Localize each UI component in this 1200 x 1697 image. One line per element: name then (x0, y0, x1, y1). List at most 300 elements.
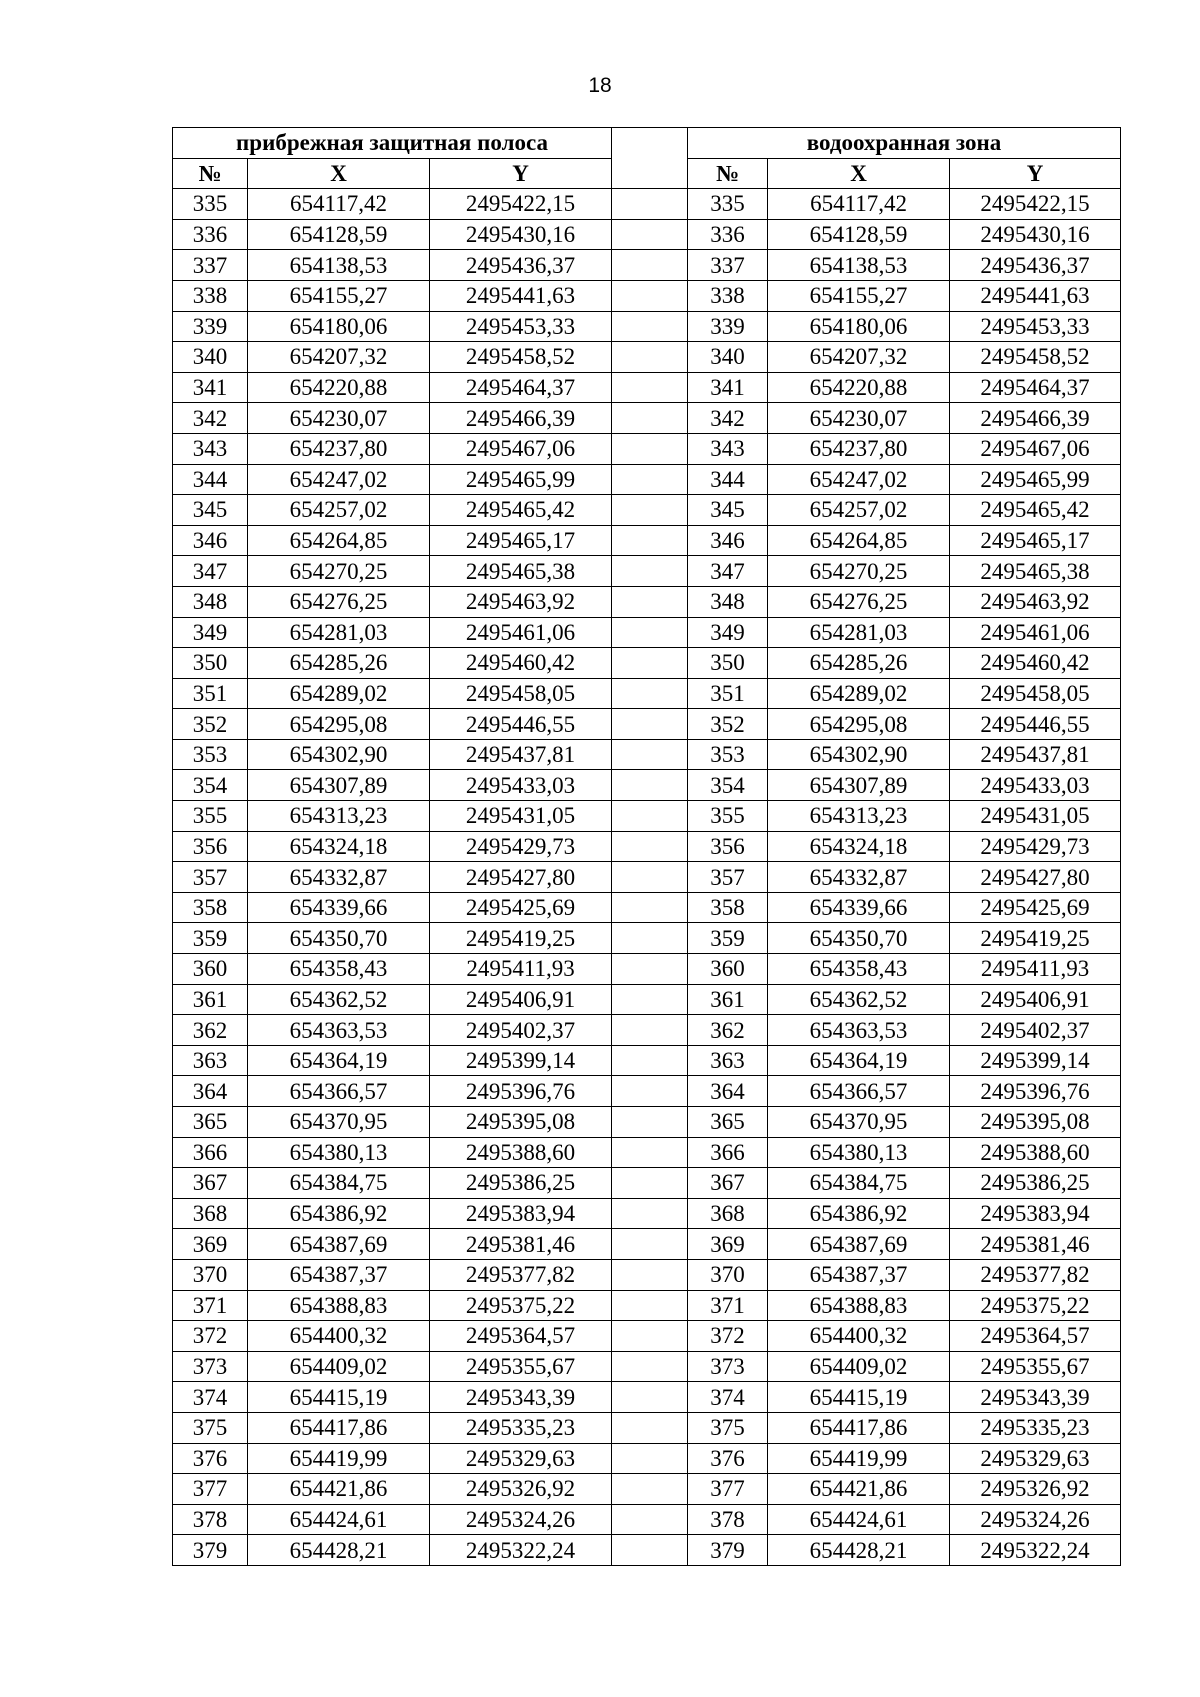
right-y-cell: 2495322,24 (950, 1535, 1121, 1566)
right-y-header: Y (950, 158, 1121, 189)
right-y-cell: 2495364,57 (950, 1321, 1121, 1352)
right-x-cell: 654339,66 (768, 892, 950, 923)
separator-cell (612, 403, 688, 434)
right-y-cell: 2495460,42 (950, 648, 1121, 679)
separator-cell (612, 372, 688, 403)
right-num-cell: 372 (688, 1321, 768, 1352)
left-y-cell: 2495429,73 (430, 831, 612, 862)
right-x-cell: 654270,25 (768, 556, 950, 587)
separator-cell (612, 1321, 688, 1352)
separator-cell (612, 739, 688, 770)
left-num-cell: 371 (173, 1290, 248, 1321)
left-y-cell: 2495355,67 (430, 1351, 612, 1382)
right-y-cell: 2495355,67 (950, 1351, 1121, 1382)
right-x-cell: 654207,32 (768, 342, 950, 373)
table-row (173, 1290, 1121, 1321)
coordinates-table (172, 127, 1121, 1566)
right-num-cell: 353 (688, 739, 768, 770)
left-x-cell: 654400,32 (248, 1321, 430, 1352)
left-x-header: X (248, 158, 430, 189)
table-row (173, 1535, 1121, 1566)
separator-cell (612, 556, 688, 587)
right-y-cell: 2495383,94 (950, 1198, 1121, 1229)
left-y-cell: 2495464,37 (430, 372, 612, 403)
table-row (173, 648, 1121, 679)
table-row (173, 495, 1121, 526)
left-num-cell: 367 (173, 1168, 248, 1199)
right-x-cell: 654400,32 (768, 1321, 950, 1352)
left-x-cell: 654138,53 (248, 250, 430, 281)
right-y-cell: 2495433,03 (950, 770, 1121, 801)
right-y-cell: 2495324,26 (950, 1504, 1121, 1535)
left-num-cell: 349 (173, 617, 248, 648)
left-x-cell: 654386,92 (248, 1198, 430, 1229)
right-y-cell: 2495429,73 (950, 831, 1121, 862)
left-x-cell: 654421,86 (248, 1474, 430, 1505)
right-x-cell: 654289,02 (768, 678, 950, 709)
table-row (173, 831, 1121, 862)
left-y-cell: 2495453,33 (430, 311, 612, 342)
table-row (173, 403, 1121, 434)
left-num-cell: 337 (173, 250, 248, 281)
separator-cell (612, 1107, 688, 1138)
separator-cell (612, 495, 688, 526)
right-num-cell: 337 (688, 250, 768, 281)
left-y-cell: 2495343,39 (430, 1382, 612, 1413)
right-x-cell: 654237,80 (768, 433, 950, 464)
right-num-cell: 344 (688, 464, 768, 495)
table-row (173, 219, 1121, 250)
left-x-cell: 654128,59 (248, 219, 430, 250)
left-num-cell: 353 (173, 739, 248, 770)
right-x-cell: 654128,59 (768, 219, 950, 250)
left-num-cell: 344 (173, 464, 248, 495)
right-y-cell: 2495402,37 (950, 1015, 1121, 1046)
left-x-cell: 654387,69 (248, 1229, 430, 1260)
left-x-cell: 654276,25 (248, 586, 430, 617)
right-x-cell: 654366,57 (768, 1076, 950, 1107)
left-x-cell: 654230,07 (248, 403, 430, 434)
table-row (173, 1321, 1121, 1352)
table-row (173, 342, 1121, 373)
left-num-cell: 355 (173, 801, 248, 832)
right-x-cell: 654350,70 (768, 923, 950, 954)
right-y-cell: 2495329,63 (950, 1443, 1121, 1474)
left-x-cell: 654295,08 (248, 709, 430, 740)
separator-cell (612, 801, 688, 832)
table-row (173, 1229, 1121, 1260)
right-x-cell: 654362,52 (768, 984, 950, 1015)
table-row (173, 556, 1121, 587)
right-y-cell: 2495388,60 (950, 1137, 1121, 1168)
right-num-cell: 341 (688, 372, 768, 403)
table-row (173, 433, 1121, 464)
left-y-cell: 2495431,05 (430, 801, 612, 832)
left-num-cell: 348 (173, 586, 248, 617)
right-y-cell: 2495396,76 (950, 1076, 1121, 1107)
left-num-cell: 360 (173, 954, 248, 985)
table-row (173, 1107, 1121, 1138)
left-num-cell: 373 (173, 1351, 248, 1382)
right-x-cell: 654421,86 (768, 1474, 950, 1505)
separator-cell (612, 342, 688, 373)
left-x-cell: 654363,53 (248, 1015, 430, 1046)
left-x-cell: 654380,13 (248, 1137, 430, 1168)
right-x-cell: 654387,69 (768, 1229, 950, 1260)
right-section-title: водоохранная зона (688, 128, 1121, 159)
right-num-cell: 374 (688, 1382, 768, 1413)
left-y-cell: 2495465,38 (430, 556, 612, 587)
separator-cell (612, 311, 688, 342)
right-y-cell: 2495464,37 (950, 372, 1121, 403)
left-y-cell: 2495436,37 (430, 250, 612, 281)
left-x-cell: 654387,37 (248, 1259, 430, 1290)
left-num-cell: 340 (173, 342, 248, 373)
left-y-cell: 2495458,52 (430, 342, 612, 373)
left-x-cell: 654417,86 (248, 1412, 430, 1443)
separator-cell (612, 831, 688, 862)
right-y-cell: 2495375,22 (950, 1290, 1121, 1321)
right-x-cell: 654302,90 (768, 739, 950, 770)
left-y-cell: 2495465,99 (430, 464, 612, 495)
left-section-title: прибрежная защитная полоса (173, 128, 612, 159)
right-y-cell: 2495395,08 (950, 1107, 1121, 1138)
separator-cell (612, 189, 688, 220)
separator-cell (612, 280, 688, 311)
left-y-cell: 2495406,91 (430, 984, 612, 1015)
right-x-cell: 654281,03 (768, 617, 950, 648)
table-row (173, 770, 1121, 801)
separator-cell (612, 648, 688, 679)
left-y-cell: 2495386,25 (430, 1168, 612, 1199)
left-y-cell: 2495383,94 (430, 1198, 612, 1229)
separator-cell (612, 1535, 688, 1566)
right-num-cell: 350 (688, 648, 768, 679)
left-y-cell: 2495326,92 (430, 1474, 612, 1505)
left-y-cell: 2495461,06 (430, 617, 612, 648)
right-y-cell: 2495437,81 (950, 739, 1121, 770)
left-x-cell: 654384,75 (248, 1168, 430, 1199)
right-num-cell: 364 (688, 1076, 768, 1107)
left-num-cell: 366 (173, 1137, 248, 1168)
left-x-cell: 654281,03 (248, 617, 430, 648)
left-x-cell: 654409,02 (248, 1351, 430, 1382)
left-y-header: Y (430, 158, 612, 189)
right-num-cell: 357 (688, 862, 768, 893)
left-y-cell: 2495375,22 (430, 1290, 612, 1321)
right-y-cell: 2495453,33 (950, 311, 1121, 342)
right-num-cell: 342 (688, 403, 768, 434)
left-num-cell: 347 (173, 556, 248, 587)
right-y-cell: 2495386,25 (950, 1168, 1121, 1199)
separator-cell (612, 862, 688, 893)
separator-cell (612, 1351, 688, 1382)
table-row (173, 862, 1121, 893)
left-x-cell: 654424,61 (248, 1504, 430, 1535)
left-y-cell: 2495425,69 (430, 892, 612, 923)
right-x-cell: 654247,02 (768, 464, 950, 495)
left-num-cell: 359 (173, 923, 248, 954)
left-num-cell: 362 (173, 1015, 248, 1046)
left-y-cell: 2495422,15 (430, 189, 612, 220)
right-x-cell: 654155,27 (768, 280, 950, 311)
table-row (173, 311, 1121, 342)
left-x-cell: 654428,21 (248, 1535, 430, 1566)
left-num-cell: 346 (173, 525, 248, 556)
right-num-cell: 348 (688, 586, 768, 617)
left-x-cell: 654270,25 (248, 556, 430, 587)
right-y-cell: 2495335,23 (950, 1412, 1121, 1443)
left-x-cell: 654364,19 (248, 1045, 430, 1076)
left-x-cell: 654358,43 (248, 954, 430, 985)
left-y-cell: 2495441,63 (430, 280, 612, 311)
left-y-cell: 2495411,93 (430, 954, 612, 985)
right-num-cell: 368 (688, 1198, 768, 1229)
left-x-cell: 654415,19 (248, 1382, 430, 1413)
right-y-cell: 2495467,06 (950, 433, 1121, 464)
right-num-cell: 352 (688, 709, 768, 740)
separator-cell (612, 1443, 688, 1474)
right-x-cell: 654384,75 (768, 1168, 950, 1199)
right-x-cell: 654358,43 (768, 954, 950, 985)
left-x-cell: 654370,95 (248, 1107, 430, 1138)
table-row (173, 586, 1121, 617)
left-num-cell: 378 (173, 1504, 248, 1535)
left-y-cell: 2495395,08 (430, 1107, 612, 1138)
right-num-cell: 354 (688, 770, 768, 801)
right-y-cell: 2495411,93 (950, 954, 1121, 985)
right-y-cell: 2495466,39 (950, 403, 1121, 434)
right-x-cell: 654370,95 (768, 1107, 950, 1138)
left-x-cell: 654362,52 (248, 984, 430, 1015)
left-num-cell: 365 (173, 1107, 248, 1138)
separator-cell (612, 923, 688, 954)
right-y-cell: 2495465,17 (950, 525, 1121, 556)
table-row (173, 739, 1121, 770)
left-num-cell: 361 (173, 984, 248, 1015)
left-num-cell: 377 (173, 1474, 248, 1505)
right-num-cell: 362 (688, 1015, 768, 1046)
left-x-cell: 654289,02 (248, 678, 430, 709)
left-num-cell: 338 (173, 280, 248, 311)
table-row (173, 280, 1121, 311)
left-num-cell: 343 (173, 433, 248, 464)
right-num-cell: 360 (688, 954, 768, 985)
left-num-cell: 358 (173, 892, 248, 923)
right-x-cell: 654363,53 (768, 1015, 950, 1046)
right-num-cell: 356 (688, 831, 768, 862)
left-y-cell: 2495381,46 (430, 1229, 612, 1260)
separator-cell (612, 433, 688, 464)
left-y-cell: 2495430,16 (430, 219, 612, 250)
right-x-cell: 654424,61 (768, 1504, 950, 1535)
table-row (173, 801, 1121, 832)
right-x-cell: 654388,83 (768, 1290, 950, 1321)
left-num-cell: 364 (173, 1076, 248, 1107)
left-x-cell: 654207,32 (248, 342, 430, 373)
table-row (173, 1474, 1121, 1505)
right-num-cell: 369 (688, 1229, 768, 1260)
right-num-header: № (688, 158, 768, 189)
right-num-cell: 347 (688, 556, 768, 587)
right-x-cell: 654415,19 (768, 1382, 950, 1413)
right-num-cell: 338 (688, 280, 768, 311)
right-y-cell: 2495427,80 (950, 862, 1121, 893)
separator-cell (612, 1229, 688, 1260)
right-y-cell: 2495431,05 (950, 801, 1121, 832)
left-num-cell: 350 (173, 648, 248, 679)
table-row (173, 617, 1121, 648)
separator-cell (612, 678, 688, 709)
right-x-cell: 654230,07 (768, 403, 950, 434)
table-row (173, 984, 1121, 1015)
left-x-cell: 654247,02 (248, 464, 430, 495)
left-num-cell: 352 (173, 709, 248, 740)
separator-cell (612, 128, 688, 189)
table-row (173, 1351, 1121, 1382)
right-x-cell: 654257,02 (768, 495, 950, 526)
right-y-cell: 2495425,69 (950, 892, 1121, 923)
left-y-cell: 2495463,92 (430, 586, 612, 617)
left-num-cell: 370 (173, 1259, 248, 1290)
right-num-cell: 339 (688, 311, 768, 342)
table-row (173, 923, 1121, 954)
right-x-cell: 654180,06 (768, 311, 950, 342)
left-x-cell: 654117,42 (248, 189, 430, 220)
right-y-cell: 2495406,91 (950, 984, 1121, 1015)
table-row (173, 1504, 1121, 1535)
left-num-cell: 368 (173, 1198, 248, 1229)
table-row (173, 250, 1121, 281)
right-num-cell: 365 (688, 1107, 768, 1138)
left-x-cell: 654366,57 (248, 1076, 430, 1107)
left-y-cell: 2495433,03 (430, 770, 612, 801)
right-num-cell: 371 (688, 1290, 768, 1321)
separator-cell (612, 525, 688, 556)
left-y-cell: 2495335,23 (430, 1412, 612, 1443)
left-y-cell: 2495388,60 (430, 1137, 612, 1168)
right-num-cell: 358 (688, 892, 768, 923)
left-y-cell: 2495377,82 (430, 1259, 612, 1290)
right-y-cell: 2495446,55 (950, 709, 1121, 740)
separator-cell (612, 586, 688, 617)
right-x-cell: 654138,53 (768, 250, 950, 281)
left-num-cell: 342 (173, 403, 248, 434)
right-x-cell: 654409,02 (768, 1351, 950, 1382)
section-header-row (173, 128, 1121, 159)
separator-cell (612, 1290, 688, 1321)
right-y-cell: 2495377,82 (950, 1259, 1121, 1290)
table-row (173, 1137, 1121, 1168)
right-x-cell: 654220,88 (768, 372, 950, 403)
table-row (173, 892, 1121, 923)
left-num-cell: 374 (173, 1382, 248, 1413)
right-num-cell: 351 (688, 678, 768, 709)
separator-cell (612, 954, 688, 985)
left-num-cell: 339 (173, 311, 248, 342)
right-y-cell: 2495465,38 (950, 556, 1121, 587)
left-num-cell: 351 (173, 678, 248, 709)
left-y-cell: 2495399,14 (430, 1045, 612, 1076)
left-num-cell: 341 (173, 372, 248, 403)
right-y-cell: 2495343,39 (950, 1382, 1121, 1413)
table-row (173, 1076, 1121, 1107)
table-row (173, 1443, 1121, 1474)
right-num-cell: 336 (688, 219, 768, 250)
table-row (173, 678, 1121, 709)
left-x-cell: 654388,83 (248, 1290, 430, 1321)
separator-cell (612, 219, 688, 250)
right-num-cell: 345 (688, 495, 768, 526)
left-x-cell: 654180,06 (248, 311, 430, 342)
right-x-cell: 654285,26 (768, 648, 950, 679)
right-num-cell: 349 (688, 617, 768, 648)
left-y-cell: 2495329,63 (430, 1443, 612, 1474)
left-num-cell: 356 (173, 831, 248, 862)
left-y-cell: 2495465,17 (430, 525, 612, 556)
left-y-cell: 2495437,81 (430, 739, 612, 770)
separator-cell (612, 1198, 688, 1229)
right-y-cell: 2495465,42 (950, 495, 1121, 526)
table-row (173, 1412, 1121, 1443)
left-x-cell: 654257,02 (248, 495, 430, 526)
page-number: 18 (588, 74, 612, 97)
left-y-cell: 2495446,55 (430, 709, 612, 740)
left-num-cell: 379 (173, 1535, 248, 1566)
right-y-cell: 2495326,92 (950, 1474, 1121, 1505)
left-num-cell: 357 (173, 862, 248, 893)
right-y-cell: 2495436,37 (950, 250, 1121, 281)
left-y-cell: 2495322,24 (430, 1535, 612, 1566)
right-num-cell: 373 (688, 1351, 768, 1382)
right-x-cell: 654387,37 (768, 1259, 950, 1290)
left-y-cell: 2495460,42 (430, 648, 612, 679)
right-x-cell: 654276,25 (768, 586, 950, 617)
left-y-cell: 2495465,42 (430, 495, 612, 526)
right-x-cell: 654364,19 (768, 1045, 950, 1076)
left-num-cell: 375 (173, 1412, 248, 1443)
right-y-cell: 2495463,92 (950, 586, 1121, 617)
table-row (173, 709, 1121, 740)
right-num-cell: 377 (688, 1474, 768, 1505)
left-y-cell: 2495427,80 (430, 862, 612, 893)
table-row (173, 1198, 1121, 1229)
right-num-cell: 359 (688, 923, 768, 954)
right-x-cell: 654386,92 (768, 1198, 950, 1229)
right-y-cell: 2495458,05 (950, 678, 1121, 709)
right-x-cell: 654417,86 (768, 1412, 950, 1443)
table-row (173, 1168, 1121, 1199)
right-y-cell: 2495381,46 (950, 1229, 1121, 1260)
separator-cell (612, 1015, 688, 1046)
left-num-cell: 369 (173, 1229, 248, 1260)
right-x-cell: 654380,13 (768, 1137, 950, 1168)
separator-cell (612, 250, 688, 281)
right-num-cell: 361 (688, 984, 768, 1015)
left-x-cell: 654307,89 (248, 770, 430, 801)
right-x-cell: 654117,42 (768, 189, 950, 220)
right-x-cell: 654313,23 (768, 801, 950, 832)
table-row (173, 1382, 1121, 1413)
separator-cell (612, 1137, 688, 1168)
separator-cell (612, 617, 688, 648)
separator-cell (612, 984, 688, 1015)
left-x-cell: 654350,70 (248, 923, 430, 954)
separator-cell (612, 1504, 688, 1535)
right-y-cell: 2495465,99 (950, 464, 1121, 495)
left-num-cell: 335 (173, 189, 248, 220)
right-x-cell: 654264,85 (768, 525, 950, 556)
